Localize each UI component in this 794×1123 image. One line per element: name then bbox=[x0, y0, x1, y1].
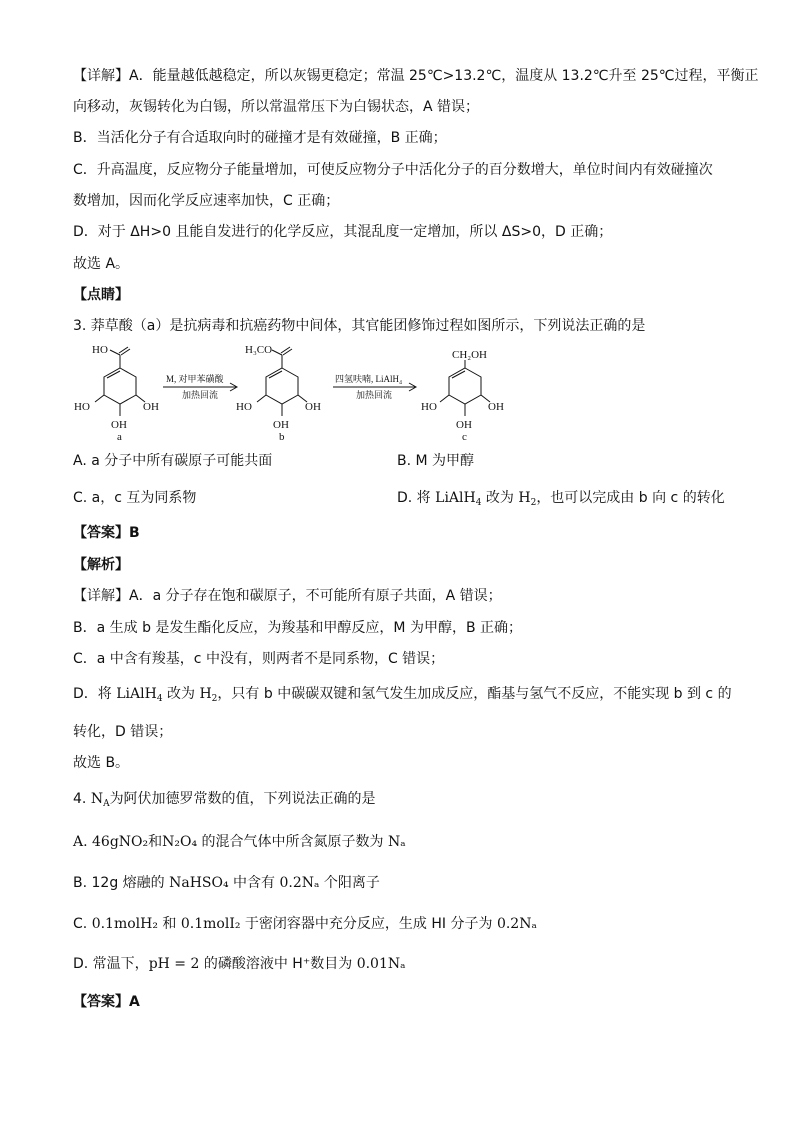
detail-line-4: C．升高温度，反应物分子能量增加，可使反应物分子中活化分子的百分数增大，单位时间内有效碰撞次 bbox=[73, 162, 713, 178]
c-compound-label: c bbox=[462, 431, 467, 440]
b-top-label: H₃CO bbox=[245, 344, 273, 356]
reaction-scheme bbox=[0, 340, 794, 440]
detail-line-2: 向移动，灰锡转化为白锡，所以常温常压下为白锡状态，A 错误； bbox=[73, 99, 480, 115]
q3-detail-line-1: 【详解】A．a 分子存在饱和碳原子，不可能所有原子共面，A 错误； bbox=[73, 588, 502, 604]
c-left-label: HO bbox=[421, 401, 437, 413]
q3-jiexi-heading: 【解析】 bbox=[73, 557, 129, 573]
q3-detail-line-4: D．将 LiAlH$_4$ 改为 $H_2$，只有 b 中碳碳双键和氢气发生加成反应，酯基与氢气不反应，不能实现 b 到 c 的 bbox=[73, 686, 732, 704]
b-right-label: OH bbox=[305, 401, 321, 413]
q4-option-c: C. 0.1molH₂ 和 0.1molI₂ 于密闭容器中充分反应，生成 HI 分子为 0.2Nₐ bbox=[73, 916, 537, 932]
q3-detail-line-3: C．a 中含有羧基，c 中没有，则两者不是同系物，C 错误； bbox=[73, 651, 445, 667]
conclusion-line: 故选 A。 bbox=[73, 256, 130, 272]
q3-detail-line-5: 转化，D 错误； bbox=[73, 724, 173, 740]
q4-answer: 【答案】A bbox=[73, 994, 140, 1010]
q3-option-b: B. M 为甲醇 bbox=[397, 453, 475, 469]
q3-detail-line-2: B．a 生成 b 是发生酯化反应，为羧基和甲醇反应，M 为甲醇，B 正确； bbox=[73, 620, 523, 636]
q4-option-d: D. 常温下，pH = 2 的磷酸溶液中 H⁺数目为 0.01Nₐ bbox=[73, 956, 406, 972]
q3-detail-line-6: 故选 B。 bbox=[73, 755, 130, 771]
c-bottom-label: OH bbox=[456, 419, 472, 431]
q3-option-a: A. a 分子中所有碳原子可能共面 bbox=[73, 453, 273, 469]
arrow-2-reagent: 四氢呋喃, LiAlH₄ bbox=[335, 374, 403, 384]
q3-option-c: C. a，c 互为同系物 bbox=[73, 490, 197, 506]
detail-line-6: D．对于 ΔH>0 且能自发进行的化学反应，其混乱度一定增加，所以 ΔS>0，D 正确； bbox=[73, 224, 613, 240]
q3-option-d: D. 将 LiAlH$_4$ 改为 $H_2$，也可以完成由 b 向 c 的转化 bbox=[397, 490, 725, 508]
a-top-label: HO bbox=[92, 344, 108, 356]
b-bottom-label: OH bbox=[273, 419, 289, 431]
c-right-label: OH bbox=[488, 401, 504, 413]
b-compound-label: b bbox=[279, 431, 285, 440]
b-left-label: HO bbox=[236, 401, 252, 413]
c-top-label: CH₂OH bbox=[452, 349, 488, 361]
q4-option-b: B. 12g 熔融的 NaHSO₄ 中含有 0.2Nₐ 个阳离子 bbox=[73, 875, 380, 891]
arrow-2-condition: 加热回流 bbox=[356, 390, 393, 400]
detail-line-5: 数增加，因而化学反应速率加快，C 正确； bbox=[73, 193, 340, 209]
detail-line-1: 【详解】A．能量越低越稳定，所以灰锡更稳定；常温 25℃>13.2℃，温度从 13.2℃升至 25℃过程，平衡正 bbox=[73, 68, 759, 84]
question-3-stem: 3. 莽草酸（a）是抗病毒和抗癌药物中间体，其官能团修饰过程如图所示，下列说法正确的是 bbox=[73, 318, 646, 334]
q3-answer: 【答案】B bbox=[73, 525, 140, 541]
a-left-label: HO bbox=[74, 401, 90, 413]
question-4-stem: 4. $N_A$为阿伏加德罗常数的值，下列说法正确的是 bbox=[73, 791, 376, 809]
q4-option-a: A. 46gNO₂和N₂O₄ 的混合气体中所含氮原子数为 Nₐ bbox=[73, 834, 406, 850]
detail-line-3: B．当活化分子有合适取向时的碰撞才是有效碰撞，B 正确； bbox=[73, 130, 447, 146]
a-bottom-label: OH bbox=[111, 419, 127, 431]
a-compound-label: a bbox=[117, 431, 122, 440]
a-right-label: OH bbox=[143, 401, 159, 413]
arrow-1-condition: 加热回流 bbox=[182, 390, 219, 400]
arrow-1-reagent: M, 对甲苯磺酸 bbox=[166, 374, 224, 384]
dianjing-heading: 【点睛】 bbox=[73, 287, 129, 303]
